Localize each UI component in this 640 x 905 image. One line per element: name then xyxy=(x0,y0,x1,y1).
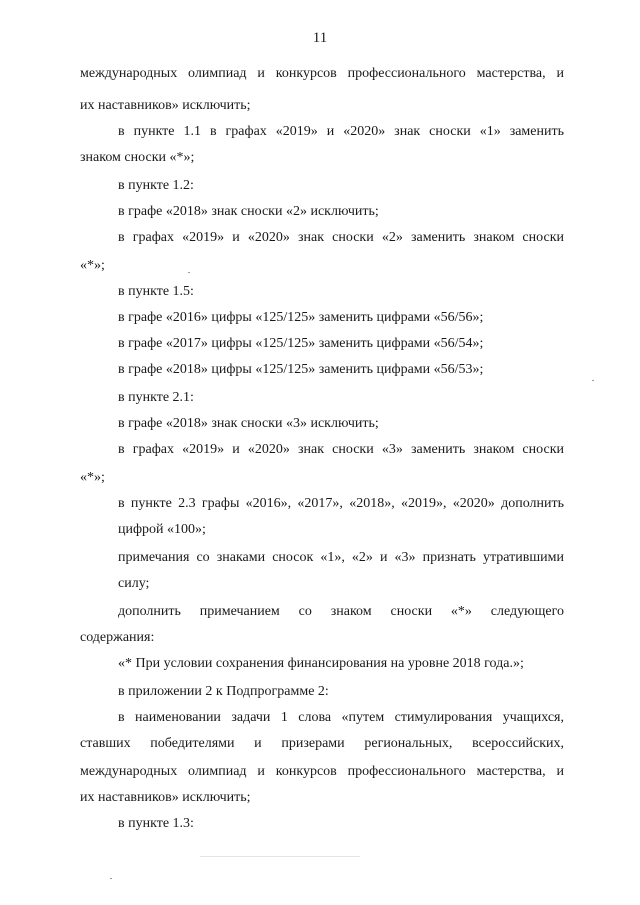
text-line: силу; xyxy=(118,576,150,591)
text-line: «* При условии сохранения финансирования на уровне 2018 года.»; xyxy=(118,656,524,671)
text-line: примечания со знаками сносок «1», «2» и «3» признать утратившими xyxy=(118,550,564,565)
text-line: в пункте 1.1 в графах «2019» и «2020» знак сноски «1» заменить xyxy=(118,124,564,139)
text-line: их наставников» исключить; xyxy=(80,790,251,805)
scan-artifact xyxy=(200,856,360,857)
scan-artifact xyxy=(110,878,112,879)
text-line: «*»; xyxy=(80,470,105,485)
page-number: 11 xyxy=(312,30,328,46)
text-line: в пункте 2.3 графы «2016», «2017», «2018», «2019», «2020» дополнить xyxy=(118,496,564,511)
text-line: в пункте 1.2: xyxy=(118,178,194,193)
text-line: международных олимпиад и конкурсов профессионального мастерства, и xyxy=(80,764,564,779)
text-line: в графах «2019» и «2020» знак сноски «2» заменить знаком сноски xyxy=(118,230,564,245)
text-line: международных олимпиад и конкурсов профессионального мастерства, и xyxy=(80,66,564,81)
text-line: в графе «2018» знак сноски «2» исключить; xyxy=(118,204,379,219)
text-line: в графе «2018» цифры «125/125» заменить цифрами «56/53»; xyxy=(118,362,484,377)
text-line: в наименовании задачи 1 слова «путем стимулирования учащихся, xyxy=(118,710,564,725)
text-line: дополнить примечанием со знаком сноски «*» следующего xyxy=(118,604,564,619)
text-line: в графе «2017» цифры «125/125» заменить цифрами «56/54»; xyxy=(118,336,484,351)
scan-artifact xyxy=(592,380,594,381)
text-line: их наставников» исключить; xyxy=(80,98,251,113)
text-line: цифрой «100»; xyxy=(118,522,206,537)
scan-artifact xyxy=(188,272,190,273)
text-line: в графе «2018» знак сноски «3» исключить; xyxy=(118,416,379,431)
text-line: ставших победителями и призерами региональных, всероссийских, xyxy=(80,736,564,751)
text-line: в графах «2019» и «2020» знак сноски «3» заменить знаком сноски xyxy=(118,442,564,457)
text-line: в приложении 2 к Подпрограмме 2: xyxy=(118,684,329,699)
text-line: в пункте 2.1: xyxy=(118,390,194,405)
text-line: знаком сноски «*»; xyxy=(80,150,195,165)
text-line: содержания: xyxy=(80,630,155,645)
text-line: в пункте 1.3: xyxy=(118,816,194,831)
text-line: «*»; xyxy=(80,258,105,273)
text-line: в графе «2016» цифры «125/125» заменить цифрами «56/56»; xyxy=(118,310,484,325)
text-line: в пункте 1.5: xyxy=(118,284,194,299)
